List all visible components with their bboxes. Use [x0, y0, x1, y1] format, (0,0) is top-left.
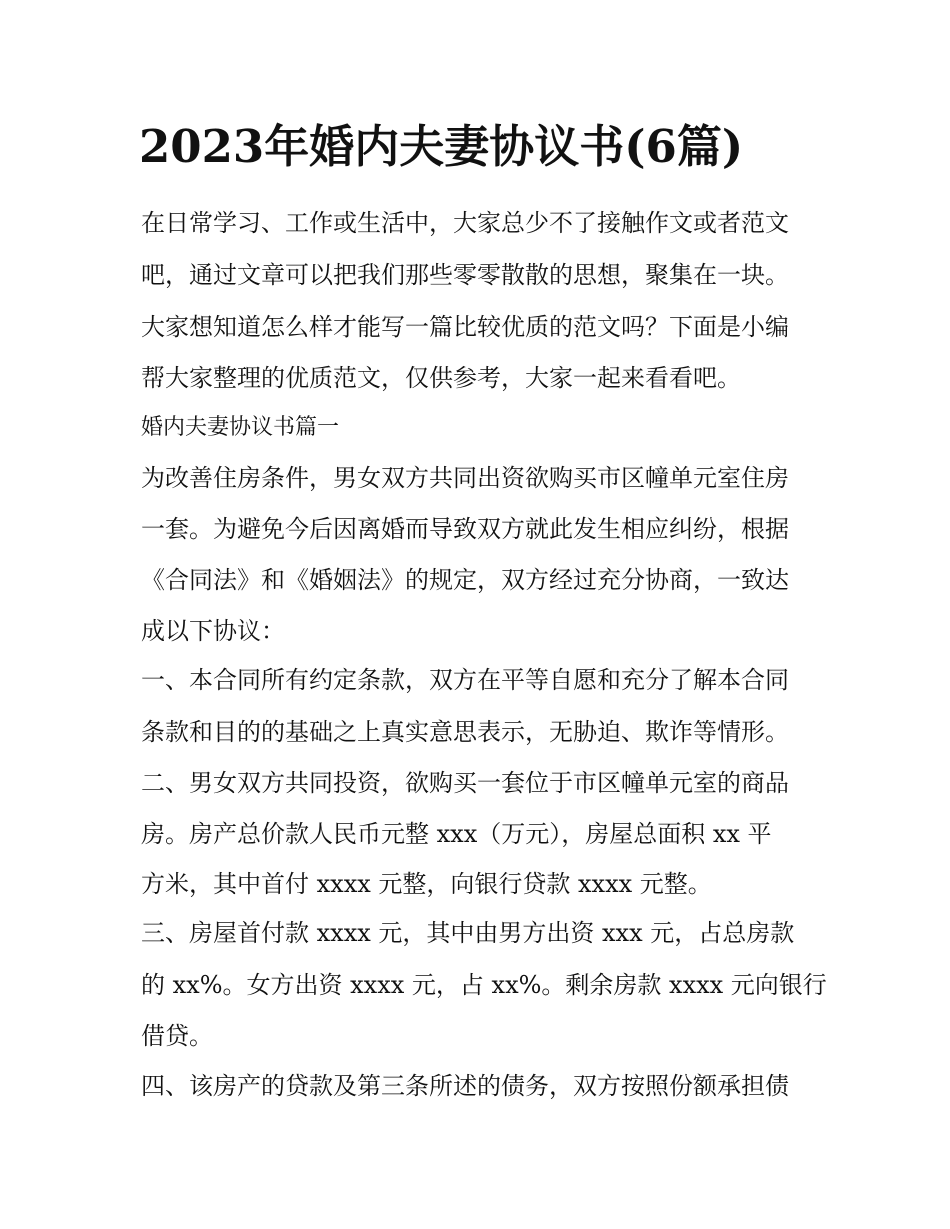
paragraph-line: 一、本合同所有约定条款，双方在平等自愿和充分了解本合同 [141, 666, 789, 694]
paragraph-line: 成以下协议： [141, 617, 285, 645]
paragraph-line: 吧，通过文章可以把我们那些零零散散的思想，聚集在一块。 [141, 261, 789, 289]
paragraph-line: 一套。为避免今后因离婚而导致双方就此发生相应纠纷，根据 [141, 515, 789, 543]
paragraph-line: 房。房产总价款人民币元整 xxx（万元），房屋总面积 xx 平 [141, 820, 772, 848]
paragraph-line: 大家想知道怎么样才能写一篇比较优质的范文吗？下面是小编 [141, 313, 789, 341]
paragraph-line: 帮大家整理的优质范文，仅供参考，大家一起来看看吧。 [141, 364, 741, 392]
section-heading: 婚内夫妻协议书篇一 [141, 415, 340, 440]
paragraph-line: 四、该房产的贷款及第三条所述的债务，双方按照份额承担债 [141, 1072, 789, 1100]
paragraph-line: 借贷。 [141, 1022, 213, 1050]
paragraph-line: 的 xx%。女方出资 xxxx 元，占 xx%。剩余房款 xxxx 元向银行 [141, 971, 827, 999]
paragraph-line: 方米，其中首付 xxxx 元整，向银行贷款 xxxx 元整。 [141, 870, 712, 898]
document-title: 2023年婚内夫妻协议书(6篇) [139, 120, 744, 173]
paragraph-line: 二、男女双方共同投资，欲购买一套位于市区幢单元室的商品 [141, 769, 789, 797]
paragraph-line: 条款和目的的基础之上真实意思表示，无胁迫、欺诈等情形。 [141, 718, 789, 746]
paragraph-line: 为改善住房条件，男女双方共同出资欲购买市区幢单元室住房 [141, 464, 789, 492]
paragraph-line: 三、房屋首付款 xxxx 元，其中由男方出资 xxx 元，占总房款 [141, 919, 795, 947]
paragraph-line: 《合同法》和《婚姻法》的规定，双方经过充分协商，一致达 [141, 566, 789, 594]
paragraph-line: 在日常学习、工作或生活中，大家总少不了接触作文或者范文 [141, 209, 789, 237]
